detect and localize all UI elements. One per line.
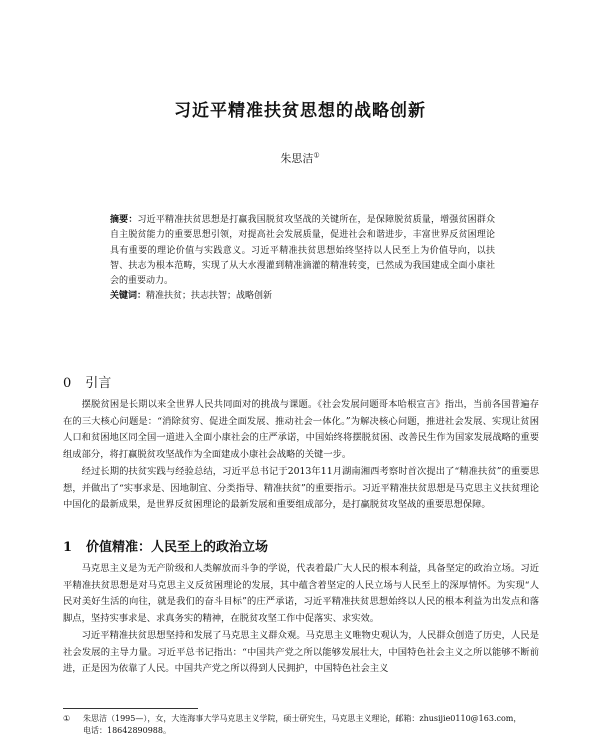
author-footnote-mark: ① <box>313 151 320 160</box>
section-heading-1 <box>63 536 268 555</box>
paragraph: 经过长期的扶贫实践与经验总结，习近平总书记于2013年11月湖南湘西考察时首次提出了“精准扶贫”的重要思想，并做出了“实事求是、因地制宜、分类指导、精准扶贫”的重要指示。习近平精准扶贫思想是马克思主义扶贫理论中国化的最新成果，是世界反贫困理论的最新发展和重要组成部分，是打赢脱贫攻坚战的重要思想保障。 <box>63 465 539 511</box>
paper-title: 习近平精准扶贫思想的战略创新 <box>174 101 426 121</box>
section-title: 价值精准：人民至上的政治立场 <box>86 540 269 555</box>
abstract <box>110 213 495 305</box>
section-number: 0 <box>63 376 72 391</box>
footnote-divider <box>63 708 198 709</box>
footnote-text: 朱思洁（1995—），女，大连海事大学马克思主义学院，硕士研究生，马克思主义理论，邮箱：zhusijie0110@163.com， <box>83 714 522 723</box>
section-title: 引言 <box>85 376 112 391</box>
paragraph: 摆脱贫困是长期以来全世界人民共同面对的挑战与课题。《社会发展问题哥本哈根宣言》指出，当前各国普遍存在的三大核心问题是：“消除贫穷、促进全面发展、推动社会一体化。”为解决核心问题，推进社会发展、实现让贫困人口和贫困地区同全国一道进入全面小康社会的庄严承诺，中国始终将摆脱贫困、改善民生作为国家发展战略的重要组成部分，将打赢脱贫攻坚战作为全面建成小康社会战略的关键一步。 <box>63 399 539 461</box>
footnote <box>63 713 539 737</box>
section-intro-body <box>63 397 539 514</box>
paragraph: 习近平精准扶贫思想坚持和发展了马克思主义群众观。马克思主义唯物史观认为，人民群众创造了历史，人民是社会发展的主导力量。习近平总书记指出：“中国共产党之所以能够发展壮大，中国特色社会主义之所以能够不断前进，正是因为依靠了人民。中国共产党之所以得到人民拥护，中国特色社会主义 <box>63 629 539 675</box>
author-line <box>0 150 600 166</box>
section-1-body <box>63 561 539 678</box>
footnote-phone: 电话：18642890988。 <box>83 726 171 735</box>
keywords-label: 关键词： <box>110 291 147 302</box>
paragraph: 马克思主义是为无产阶级和人类解放而斗争的学说，代表着最广大人民的根本利益，具备坚定的政治立场。习近平精准扶贫思想是对马克思主义反贫困理论的发展，其中蕴含着坚定的人民立场与人民至上的深厚情怀。为实现“人民对美好生活的向往，就是我们的奋斗目标”的庄严承诺，习近平精准扶贫思想始终以人民的根本利益为出发点和落脚点，坚持实事求是、求真务实的精神，在脱贫攻坚工作中促落实、求实效。 <box>63 563 539 625</box>
footnote-mark: ① <box>63 714 71 723</box>
keywords: 精准扶贫；扶志扶智；战略创新 <box>146 291 273 302</box>
section-number: 1 <box>63 540 73 555</box>
abstract-text: 习近平精准扶贫思想是打赢我国脱贫攻坚战的关键所在，是保障脱贫质量，增强贫困群众自主脱贫能力的重要思想引领，对提高社会发展质量，促进社会和谐进步，丰富世界反贫困理论具有重要的理论价值与实践意义。习近平精准扶贫思想始终坚持以人民至上为价值导向，以扶智、扶志为根本范畴，实现了从大水漫灌到精准滴灌的精准转变，已然成为我国建成全面小康社会的重要动力。 <box>110 215 495 287</box>
abstract-label: 摘要： <box>110 215 138 225</box>
author-name: 朱思洁 <box>280 152 314 165</box>
section-heading-intro <box>63 372 111 391</box>
